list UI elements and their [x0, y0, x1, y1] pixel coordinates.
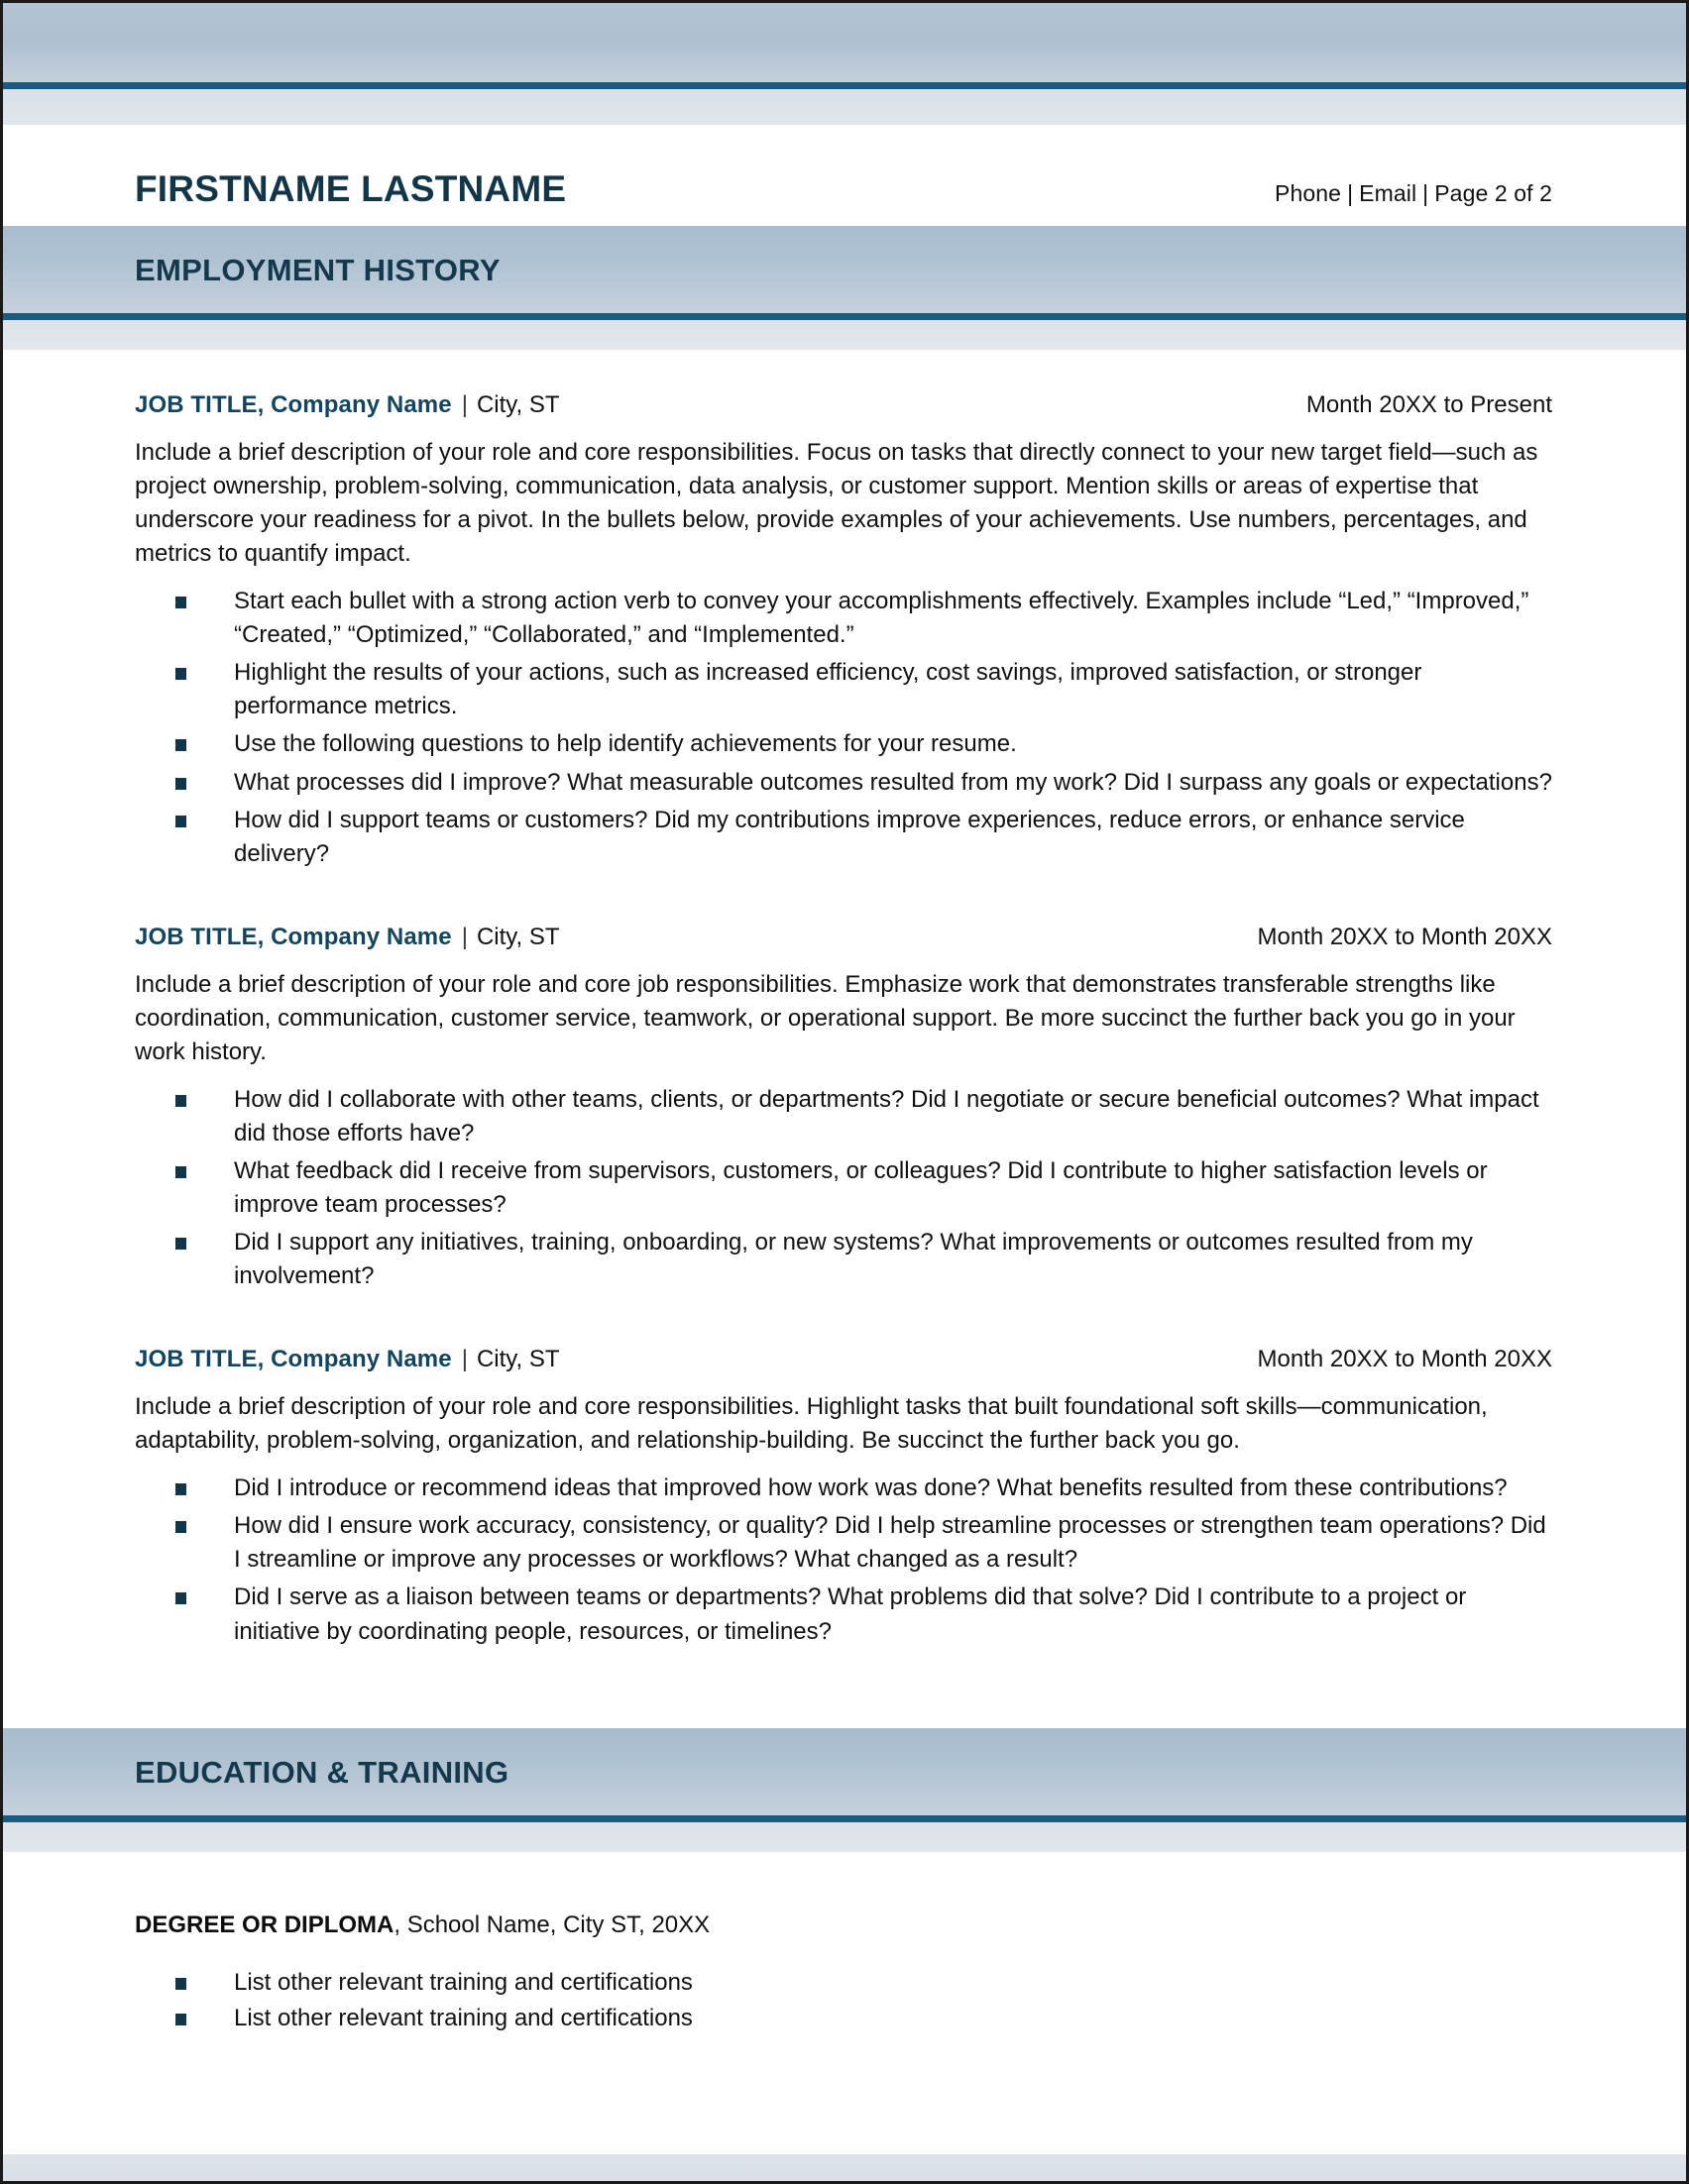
section-header-employment [3, 226, 1686, 313]
education-content [3, 1852, 1686, 2035]
contact-separator-2: | [1422, 180, 1429, 206]
employment-bottom-spacer [135, 1653, 1552, 1728]
job-entry-header [135, 391, 1552, 420]
page-bottom-spacer [3, 2037, 1686, 2154]
top-accent-rule [3, 82, 1686, 89]
job-separator: | [461, 1346, 468, 1373]
list-item [175, 656, 1552, 723]
square-bullet-icon [175, 1978, 186, 1990]
document-header [3, 125, 1686, 226]
job-description: Include a brief description of your role and core job responsibilities. Emphasize work that demonstrates transferable strengths like coordination, communication, customer service, teamwork, or operational support. Be more succinct the further back you go in your work history. [135, 970, 1516, 1065]
square-bullet-icon [175, 1592, 186, 1604]
list-item [175, 1966, 1552, 2000]
job-location: City, ST [476, 1346, 560, 1373]
job-entry-header [135, 924, 1552, 952]
section-header-education [3, 1728, 1686, 1815]
list-item [175, 1472, 1552, 1505]
top-decorative-band [3, 3, 1686, 82]
square-bullet-icon [175, 2014, 186, 2025]
job-location: City, ST [476, 391, 560, 418]
square-bullet-icon [175, 1238, 186, 1250]
job-title-company: JOB TITLE, Company Name [135, 391, 452, 418]
list-item [175, 1154, 1552, 1222]
job-entry-left [135, 1346, 560, 1374]
job-entry-header [135, 1346, 1552, 1374]
list-item [175, 1581, 1552, 1648]
phone-label: Phone [1275, 180, 1342, 206]
section-title-education: EDUCATION & TRAINING [135, 1754, 509, 1790]
section-rule-employment [3, 313, 1686, 320]
top-light-band [3, 89, 1686, 125]
square-bullet-icon [175, 739, 186, 751]
square-bullet-icon [175, 1483, 186, 1495]
list-item [175, 766, 1552, 800]
job-dates: Month 20XX to Month 20XX [1257, 923, 1552, 950]
job-separator: | [461, 391, 468, 418]
list-item-text: How did I support teams or customers? Did my contributions improve experiences, reduce errors, or enhance service delivery? [234, 806, 1465, 867]
job-dates: Month 20XX to Present [1305, 391, 1552, 418]
list-item-text: How did I ensure work accuracy, consistency, or quality? Did I help streamline processes or strengthen team operations? Did I streamline or improve any processes or workflows? What changed as a result? [234, 1512, 1546, 1574]
square-bullet-icon [175, 597, 186, 608]
list-item [175, 1083, 1552, 1150]
job-description: Include a brief description of your role and core responsibilities. Focus on tasks that directly connect to your new target field—such as project ownership, problem-solving, communication, data analysis, or customer support. Mention skills or areas of expertise that underscore your readiness for a pivot. In the bullets below, provide examples of your achievements. Use numbers, percentages, and metrics to quantify impact. [135, 438, 1538, 568]
education-bullet-list [135, 1966, 1552, 2035]
list-item-text: Did I introduce or recommend ideas that improved how work was done? What benefits resulted from these contributions? [234, 1474, 1508, 1502]
section-rule-education [3, 1815, 1686, 1822]
email-label: Email [1359, 180, 1417, 206]
job-entry [135, 1297, 1552, 1648]
square-bullet-icon [175, 1095, 186, 1107]
job-entry-left [135, 391, 560, 420]
job-bullet-list [135, 585, 1552, 871]
square-bullet-icon [175, 1521, 186, 1533]
footer-light-band [3, 2154, 1686, 2184]
square-bullet-icon [175, 816, 186, 827]
section-title-employment: EMPLOYMENT HISTORY [135, 253, 501, 287]
job-title-company: JOB TITLE, Company Name [135, 1346, 452, 1373]
square-bullet-icon [175, 668, 186, 680]
header-contact-line [1275, 180, 1552, 207]
page-number-label: Page 2 of 2 [1434, 180, 1552, 206]
degree-name: DEGREE OR DIPLOMA [135, 1911, 394, 1938]
list-item [175, 727, 1552, 761]
list-item [175, 1509, 1552, 1577]
list-item-text: How did I collaborate with other teams, clients, or departments? Did I negotiate or secure beneficial outcomes? What impact did those efforts have? [234, 1085, 1539, 1147]
list-item [175, 2002, 1552, 2035]
square-bullet-icon [175, 1166, 186, 1178]
list-item-text: What processes did I improve? What measurable outcomes resulted from my work? Did I surpass any goals or expectations? [234, 768, 1552, 796]
job-description: Include a brief description of your role and core responsibilities. Highlight tasks that built foundational soft skills—communication, adaptability, problem-solving, organization, and relationship-building. Be succinct the further back you go. [135, 1393, 1488, 1455]
list-item-text: Highlight the results of your actions, such as increased efficiency, cost savings, improved satisfaction, or stronger performance metrics. [234, 659, 1422, 720]
job-separator: | [461, 923, 468, 950]
section-subband-education [3, 1822, 1686, 1852]
job-location: City, ST [476, 923, 560, 950]
list-item [175, 585, 1552, 652]
section-subband-employment [3, 320, 1686, 350]
list-item-text: List other relevant training and certifications [234, 1968, 693, 1996]
candidate-name: FIRSTNAME LASTNAME [135, 168, 567, 209]
job-bullet-list [135, 1472, 1552, 1648]
list-item-text: List other relevant training and certifications [234, 2004, 693, 2031]
job-dates: Month 20XX to Month 20XX [1257, 1346, 1552, 1373]
education-degree-line [135, 1910, 1552, 1940]
list-item-text: Did I serve as a liaison between teams or departments? What problems did that solve? Did I contribute to a project or initiative by coordinating people, resources, or timelines? [234, 1583, 1467, 1645]
list-item-text: Did I support any initiatives, training, onboarding, or new systems? What improvements or outcomes resulted from my involvement? [234, 1229, 1473, 1290]
list-item [175, 804, 1552, 871]
square-bullet-icon [175, 778, 186, 790]
job-entry [135, 875, 1552, 1294]
job-entry [135, 350, 1552, 871]
list-item-text: What feedback did I receive from supervisors, customers, or colleagues? Did I contribute to higher satisfaction levels or improve team processes? [234, 1156, 1488, 1218]
list-item [175, 1226, 1552, 1293]
contact-separator-1: | [1347, 180, 1354, 206]
list-item-text: Use the following questions to help identify achievements for your resume. [234, 730, 1017, 758]
job-title-company: JOB TITLE, Company Name [135, 923, 452, 950]
list-item-text: Start each bullet with a strong action verb to convey your accomplishments effectively. Examples include “Led,” “Improved,” “Created,” “Optimized,” “Collaborated,” and “Implemented.” [234, 588, 1529, 649]
job-bullet-list [135, 1083, 1552, 1293]
degree-details: , School Name, City ST, 20XX [394, 1911, 711, 1938]
job-entry-left [135, 924, 560, 952]
education-entry [135, 1852, 1552, 2035]
employment-content [3, 350, 1686, 1728]
